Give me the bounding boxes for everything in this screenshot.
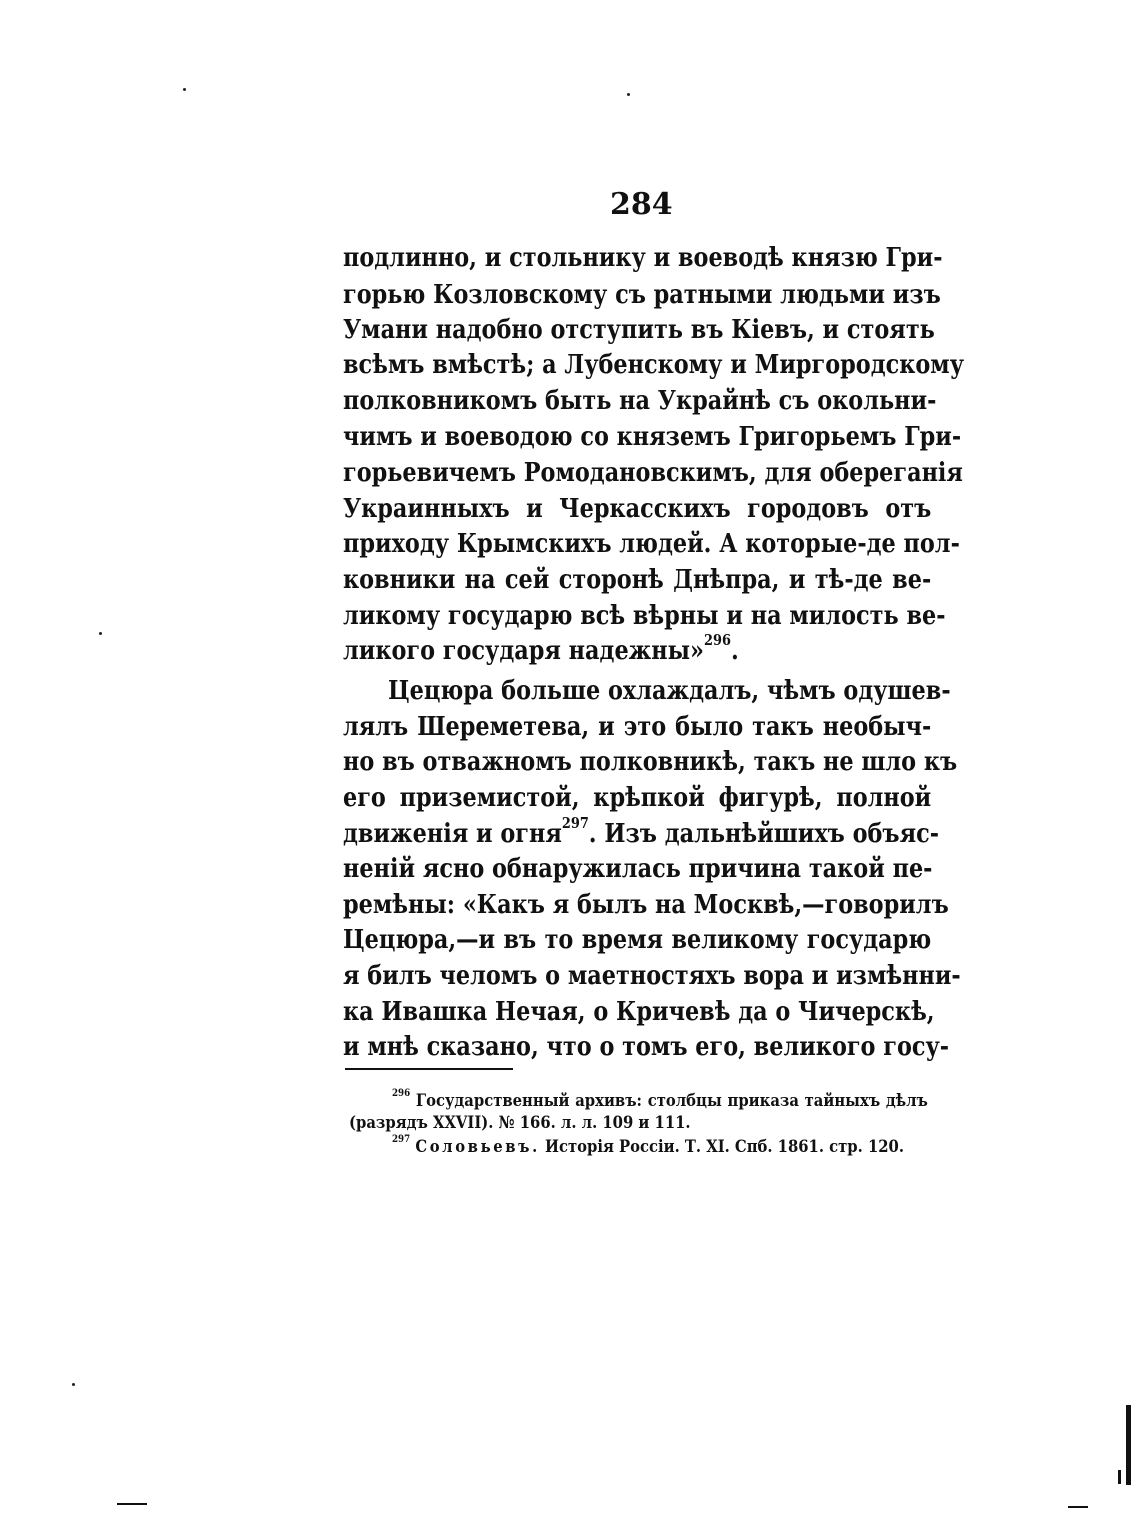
- text-line: я билъ челомъ о маетностяхъ вора и измѣнни-: [343, 961, 961, 991]
- text-line: ремѣны: «Какъ я былъ на Москвѣ,—говорилъ: [343, 890, 949, 920]
- scan-speck: [72, 1383, 75, 1386]
- scan-edge-mark: [1068, 1506, 1088, 1508]
- footnote-ref-297[interactable]: 297: [561, 814, 589, 833]
- footnote-mark: 297: [392, 1134, 411, 1146]
- text-line: лялъ Шереметева, и это было такъ необыч-: [343, 712, 932, 742]
- footnote-296-line1: [392, 1090, 928, 1112]
- text-segment: ликого государя надежны»: [343, 636, 705, 666]
- footnote-297: [392, 1136, 928, 1158]
- footnote-text: Исторія Россіи. Т. XI. Спб. 1861. стр. 120.: [544, 1137, 904, 1157]
- footnote-author: Соловьевъ.: [415, 1137, 540, 1157]
- scan-speck: [627, 93, 630, 96]
- text-line: но въ отважномъ полковникѣ, такъ не шло къ: [343, 747, 958, 777]
- text-line: Украинныхъ и Черкасскихъ городовъ отъ: [343, 494, 932, 524]
- text-line-indent: Цецюра больше охлаждалъ, чѣмъ одушев-: [388, 676, 951, 706]
- scan-speck: [99, 632, 102, 635]
- text-line: Цецюра,—и въ то время великому государю: [343, 925, 932, 955]
- text-line: всѣмъ вмѣстѣ; а Лубенскому и Миргородскому: [343, 350, 965, 380]
- text-line: ка Ивашка Нечая, о Кричевѣ да о Чичерскѣ,: [343, 997, 935, 1027]
- text-segment: . Изъ дальнѣйшихъ объяс-: [588, 819, 939, 849]
- text-segment: движенія и огня: [343, 819, 562, 849]
- footnote-text: Государственный архивъ: столбцы приказа тайныхъ дѣлъ: [415, 1091, 928, 1111]
- text-line: горьевичемъ Ромодановскимъ, для обереганія: [343, 458, 963, 488]
- text-line: подлинно, и стольнику и воеводѣ князю Гри-: [343, 243, 943, 273]
- footnote-divider: [345, 1068, 513, 1070]
- text-line: ликому государю всѣ вѣрны и на милость ве-: [343, 601, 946, 631]
- text-line: и мнѣ сказано, что о томъ его, великого госу-: [343, 1032, 950, 1062]
- text-line: чимъ и воеводою со княземъ Григорьемъ Гри-: [343, 422, 962, 452]
- scan-edge-mark: [1118, 1470, 1121, 1484]
- text-line: Умани надобно отступить въ Кіевъ, и стоять: [343, 315, 935, 345]
- text-line-last: ликого государя надежны»$^{296}$.: [343, 631, 739, 666]
- text-line: полковникомъ быть на Украйнѣ съ окольни-: [343, 386, 937, 416]
- text-line: неній ясно обнаружилась причина такой пе-: [343, 854, 933, 884]
- text-line: его приземистой, крѣпкой фигурѣ, полной: [343, 783, 932, 813]
- footnote-mark: 296: [392, 1088, 411, 1100]
- text-line: приходу Крымскихъ людей. А которые-де пол-: [343, 529, 960, 559]
- text-line: ковники на сей сторонѣ Днѣпра, и тѣ-де ве-: [343, 565, 932, 595]
- scan-edge-mark: [117, 1503, 147, 1505]
- text-line-with-ref: [343, 814, 939, 852]
- footnote-296-line2: (разрядъ XXVII). № 166. л. л. 109 и 111.: [349, 1113, 691, 1133]
- text-line: горью Козловскому съ ратными людьми изъ: [343, 280, 941, 310]
- scan-edge-mark: [1126, 1405, 1131, 1485]
- page-number: 284: [610, 187, 673, 222]
- footnote-ref-296[interactable]: 296: [704, 631, 731, 650]
- scan-speck: [183, 88, 186, 91]
